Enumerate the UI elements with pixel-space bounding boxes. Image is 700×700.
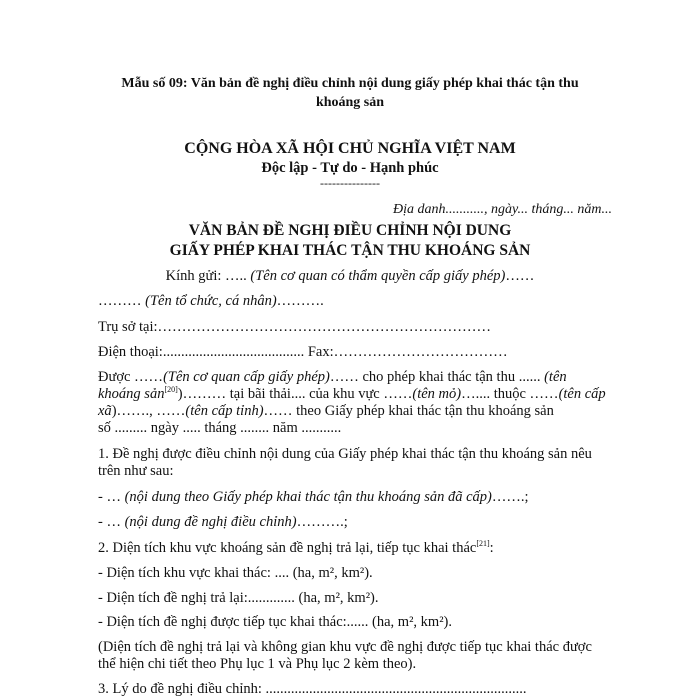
mineral-placeholder: khoáng sản [98, 386, 165, 402]
applicant-name-prefix: ……… [98, 293, 146, 309]
form-title-line2: khoáng sản [315, 95, 385, 110]
footnote-ref-21: [21] [476, 539, 490, 549]
motto: Độc lập - Tự do - Hạnh phúc [261, 160, 439, 176]
nation-heading: CỘNG HÒA XÃ HỘI CHỦ NGHĨA VIỆT NAM [184, 140, 516, 157]
section1-item-1: - … (nội dung theo Giấy phép khai thác tận thu khoáng sản đã cấp)…….; [98, 489, 529, 505]
section2-line-3: - Diện tích đề nghị được tiếp tục khai thác:...... (ha, m², km²). [98, 614, 453, 630]
applicant-name-suffix: ………. [276, 293, 324, 309]
province-placeholder: (tên cấp tỉnh) [185, 403, 264, 419]
header-divider: --------------- [320, 176, 380, 190]
permit-line-3: xã)……., ……(tên cấp tỉnh)…… theo Giấy phép khai thác tận thu khoáng sản [98, 403, 554, 419]
section1-heading: 1. Đề nghị được điều chỉnh nội dung của Giấy phép khai thác tận thu khoáng sản nêu [98, 446, 592, 462]
recipient-value: (Tên cơ quan có thẩm quyền cấp giấy phép) [250, 268, 506, 284]
section1-heading-cont: trên như sau: [98, 463, 174, 479]
recipient-prefix: Kính gửi: ….. [165, 268, 247, 284]
footnote-ref-20: [20] [164, 385, 178, 395]
phone-fax-line: Điện thoại:....................................... Fax:……………………………… [98, 344, 508, 360]
issuer-placeholder: (Tên cơ quan cấp giấy phép) [163, 369, 330, 385]
form-title-line1: Mẫu số 09: Văn bản đề nghị điều chỉnh nội dung giấy phép khai thác tận thu [121, 76, 579, 91]
section1-item-2: - … (nội dung đề nghị điều chỉnh)……….; [98, 514, 348, 530]
applicant-name-placeholder: (Tên tổ chức, cá nhân) [145, 293, 277, 309]
place-date: Địa danh..........., ngày... tháng... năm... [393, 202, 612, 217]
section2-note-1: (Diện tích đề nghị trả lại và không gian khu vực đề nghị được tiếp tục khai thác được [98, 639, 592, 655]
headquarters-line: Trụ sở tại:…………………………………………………………… [98, 319, 492, 335]
section2-line-2: - Diện tích đề nghị trả lại:............. (ha, m², km²). [98, 590, 379, 606]
mine-placeholder: (tên mỏ) [412, 386, 462, 402]
section2-heading: 2. Diện tích khu vực khoáng sản đề nghị trả lại, tiếp tục khai thác[21]: [98, 539, 494, 556]
permit-line-2: khoáng sản[20])……… tại bãi thải.... của khu vực ……(tên mỏ)….... thuộc ……(tên cấp [98, 385, 606, 402]
permit-line-4: số ......... ngày ..... tháng ........ năm ........... [98, 420, 342, 436]
applicant-name-line [98, 293, 324, 310]
doc-title-line2: GIẤY PHÉP KHAI THÁC TẬN THU KHOÁNG SẢN [169, 242, 531, 259]
recipient-suffix: …… [505, 268, 535, 284]
section2-line-1: - Diện tích khu vực khai thác: .... (ha, m², km²). [98, 565, 373, 581]
permit-line-1: Được ……(Tên cơ quan cấp giấy phép)…… cho phép khai thác tận thu ...... (tên [98, 369, 567, 385]
section2-note-2: thể hiện chi tiết theo Phụ lục 1 và Phụ lục 2 kèm theo). [98, 656, 417, 672]
section3-heading: 3. Lý do đề nghị điều chỉnh: ........................................................................ [98, 681, 527, 697]
recipient-line [0, 268, 700, 285]
doc-title-line1: VĂN BẢN ĐỀ NGHỊ ĐIỀU CHỈNH NỘI DUNG [188, 222, 512, 239]
